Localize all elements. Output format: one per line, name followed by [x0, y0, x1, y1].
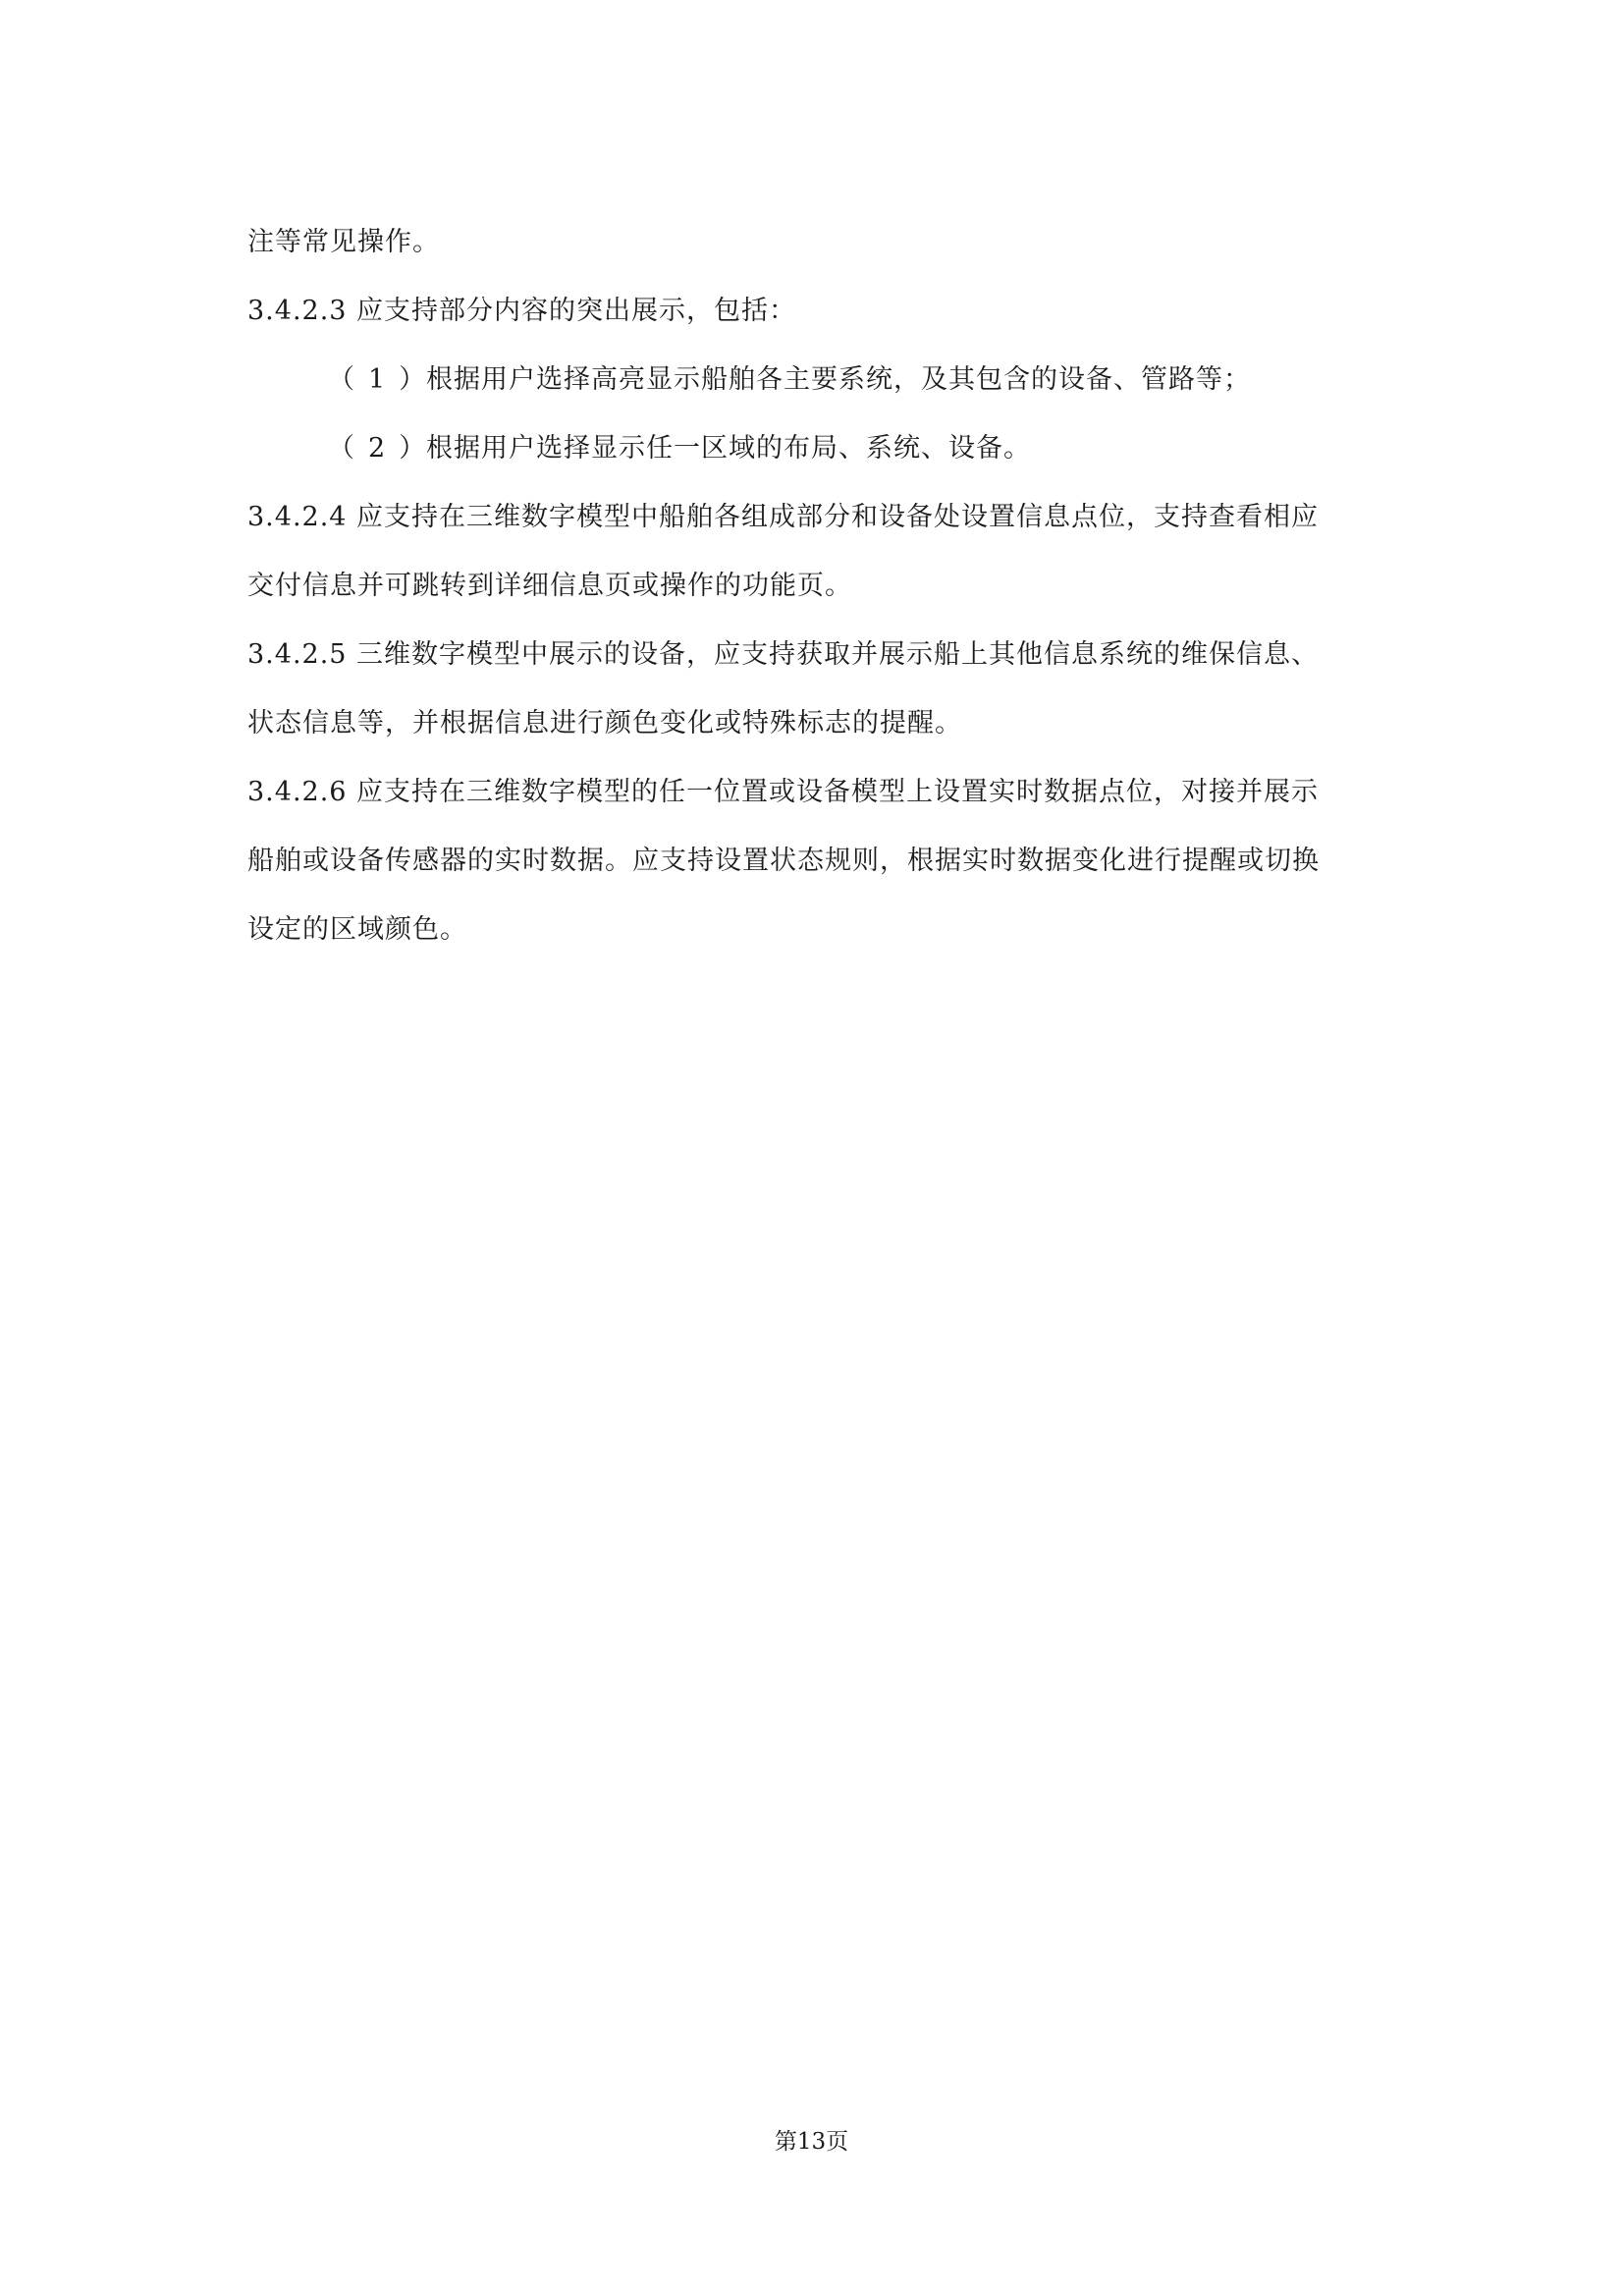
page-number: 第13页 — [774, 2129, 849, 2155]
list-item-number: （1） — [328, 364, 440, 395]
document-body — [247, 208, 1386, 964]
list-item-number: （2） — [328, 433, 440, 464]
clause-3-4-2-6: 3.4.2.6 应支持在三维数字模型的任一位置或设备模型上设置实时数据点位，对接并展示 — [247, 777, 1320, 807]
body-line: 状态信息等，并根据信息进行颜色变化或特殊标志的提醒。 — [247, 708, 962, 738]
body-line: 交付信息并可跳转到详细信息页或操作的功能页。 — [247, 571, 852, 601]
clause-3-4-2-5: 3.4.2.5 三维数字模型中展示的设备，应支持获取并展示船上其他信息系统的维保信息、 — [247, 639, 1320, 670]
list-item-text: 根据用户选择高亮显示船舶各主要系统，及其包含的设备、管路等； — [426, 364, 1251, 395]
body-line: 注等常见操作。 — [247, 227, 440, 257]
clause-3-4-2-3: 3.4.2.3 应支持部分内容的突出展示，包括： — [247, 296, 797, 326]
body-line: 设定的区域颜色。 — [247, 914, 467, 945]
body-line: 船舶或设备传感器的实时数据。应支持设置状态规则，根据实时数据变化进行提醒或切换 — [247, 846, 1320, 876]
list-item — [247, 414, 1386, 483]
list-item-text: 根据用户选择显示任一区域的布局、系统、设备。 — [426, 433, 1031, 464]
clause-3-4-2-4: 3.4.2.4 应支持在三维数字模型中船舶各组成部分和设备处设置信息点位，支持查看相应 — [247, 502, 1320, 532]
list-item — [247, 346, 1386, 414]
